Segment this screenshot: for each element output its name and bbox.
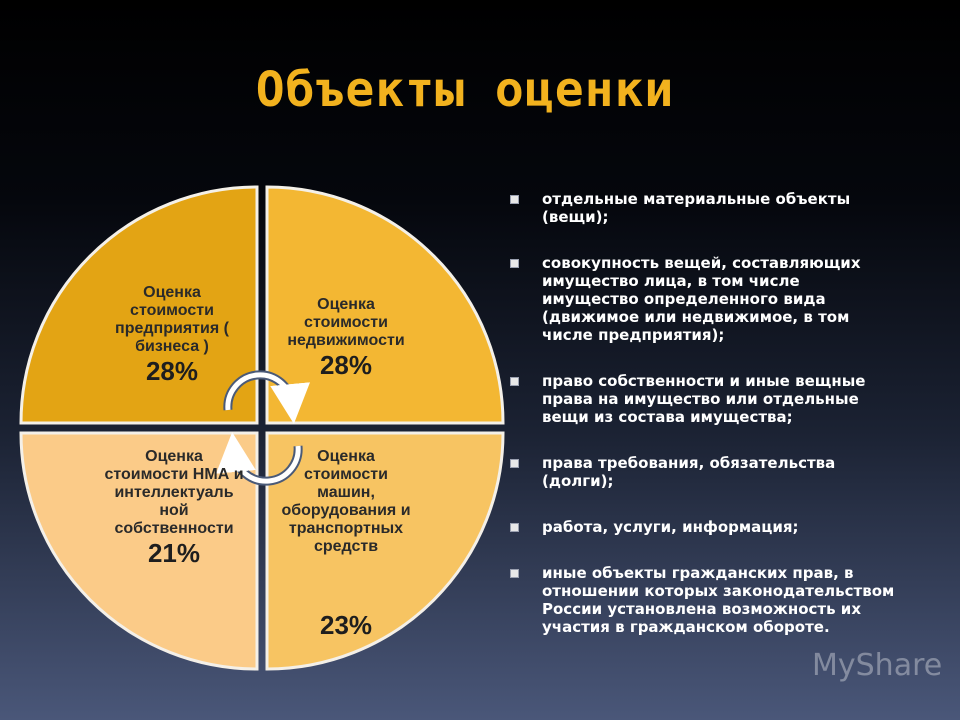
- bullet-item: совокупность вещей, составляющих имущество лица, в том числе имущество определенного вида (движимое или недвижимое, в том числе предприятия);: [510, 254, 900, 344]
- segment-machinery-text: Оценка стоимости машин, оборудования и транспортных средств: [281, 448, 411, 555]
- segment-label-machinery: [276, 448, 416, 556]
- bullet-list: [510, 190, 900, 664]
- bullet-square-icon: [510, 259, 519, 268]
- bullet-square-icon: [510, 569, 519, 578]
- bullet-square-icon: [510, 195, 519, 204]
- bullet-item: права требования, обязательства (долги);: [510, 454, 900, 490]
- segment-real-estate-percent: 28%: [319, 350, 373, 380]
- slide-title: Объекты оценки: [255, 62, 675, 118]
- bullet-item: отдельные материальные объекты (вещи);: [510, 190, 900, 226]
- segment-label-intangibles: [104, 448, 244, 568]
- segment-business-percent: 28%: [145, 356, 199, 386]
- watermark-logo: MyShare: [812, 648, 943, 683]
- bullet-item: иные объекты гражданских прав, в отношении которых законодательством России установлена возможность их участия в гражданском обороте.: [510, 564, 900, 636]
- segment-label-real-estate: [276, 296, 416, 380]
- segment-intangibles-percent: 21%: [147, 538, 201, 568]
- segment-intangibles-text: Оценка стоимости НМА и интеллектуаль ной собственности: [104, 448, 244, 537]
- segment-business-text: Оценка стоимости предприятия ( бизнеса ): [115, 284, 229, 355]
- bullet-square-icon: [510, 459, 519, 468]
- segment-label-business: [112, 284, 232, 386]
- segment-real-estate-text: Оценка стоимости недвижимости: [287, 296, 405, 349]
- bullet-square-icon: [510, 523, 519, 532]
- bullet-item: работа, услуги, информация;: [510, 518, 900, 536]
- bullet-square-icon: [510, 377, 519, 386]
- bullet-item: право собственности и иные вещные права на имущество или отдельные вещи из состава имущества;: [510, 372, 900, 426]
- segment-machinery-percent: 23%: [320, 610, 373, 640]
